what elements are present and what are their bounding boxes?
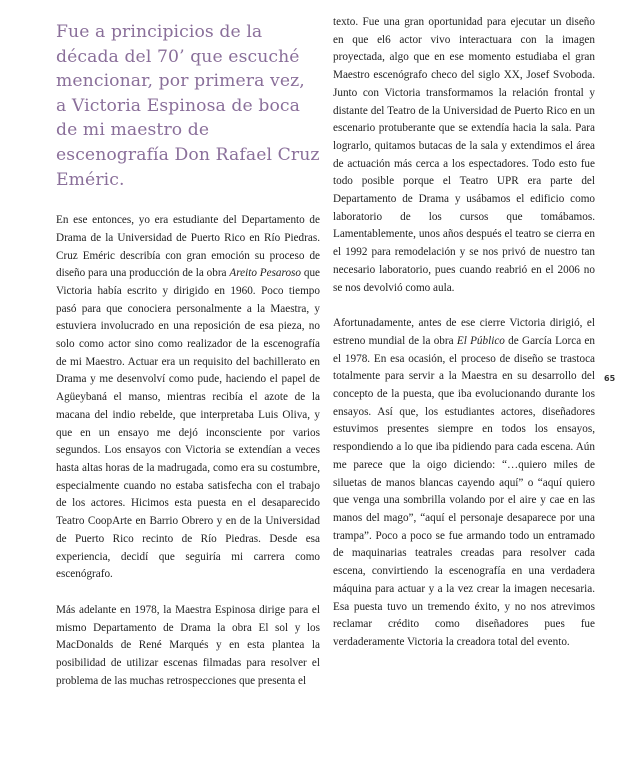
page-number: 65	[604, 374, 616, 383]
pull-quote: Fue a principicios de la década del 70’ que escuché mencionar, por primera vez, a Victoria Espinosa de boca de mi maestro de escenografía Don Rafael Cruz Eméric.	[56, 22, 320, 190]
play-title-el-publico: El Público	[456, 334, 505, 347]
left-column	[56, 0, 320, 690]
paragraph-text: Más adelante en 1978, la Maestra Espinosa dirige para el mismo Departamento de Drama la obra El sol y los MacDonalds de René Marqués y en esta plantea la posibilidad de utilizar escenas filmadas para resolver el problema de las muchas retrospecciones que presenta el	[56, 603, 320, 687]
right-column	[333, 14, 595, 652]
paragraph-text: En ese entonces, yo era estudiante del Departamento de Drama de la Universidad de Puerto Rico en Río Piedras. Cruz Eméric describía con gran emoción su proceso de diseño para una producción de la obra	[56, 214, 320, 280]
paragraph-ensayos	[56, 212, 320, 584]
paragraph-text: Afortunadamente, antes de ese cierre Victoria dirigió, el estreno mundial de la obra	[333, 317, 595, 347]
paragraph-macdonalds	[56, 602, 320, 691]
paragraph-text: que Victoria había escrito y dirigido en 1960. Poco tiempo pasó para que conociera personalmente a la Maestra, y estuviera involucrado en una reposición de esa pieza, no solo como actor sino como realizador de la escenografía de mi Maestro. Actuar era un requisito del bachillerato en Drama y me desenvolví como pude, haciendo el papel de Agüeybaná el manso, mientras recibía el azote de la macana del indio rebelde, que interpretaba Luis Oliva, y que en un ensayo me dejó inconsciente por varios segundos. Los ensayos con Victoria se extendían a veces hasta altas horas de la madrugada, como era su costumbre, especialmente cuando no estaba satisfecha con el trabajo de los actores. Hicimos esta puesta en el desaparecido Teatro CoopArte en Barrio Obrero y en de la Universidad de Puerto Rico recinto de Río Piedras. Desde esa experiencia, decidí que seguiría mi carrera como escenógrafo.	[56, 267, 320, 581]
paragraph-macdonalds-continued: texto. Fue una gran oportunidad para ejecutar un diseño en que el6 actor vivo interactuara con la imagen proyectada, algo que en ese momento estudiaba el gran Maestro escenógrafo checo del siglo XX, Josef Svoboda. Junto con Victoria transformamos la relación frontal y distante del Teatro de la Universidad de Puerto Rico en un escenario protuberante que se extendía hacia la sala. Para lograrlo, quitamos butacas de la sala y extendimos el área de actuación más cerca a los espectadores. Todo esto fue todo posible porque el Teatro UPR era parte del Departamento de Drama y usábamos el edificio como laboratorio de los cursos que tomábamos. Lamentablemente, unos años después el teatro se cierra en el 1992 para remodelación y se nos privó de nuestro tan necesario laboratorio, pues cuando reabrió en el 2006 no se nos devolvió como aula.	[333, 16, 595, 294]
paragraph-el-publico	[333, 315, 595, 651]
paragraph-text: de García Lorca en el 1978. En esa ocasión, el proceso de diseño se trastoca totalmente para servir a la Maestra en su desarrollo del concepto de la puesta, que iba evolucionando durante los ensayos. Así que, los estudiantes actores, diseñadores estuvimos presentes siempre en todos los ensayos, respondiendo a lo que iba pidiendo para cada escena. Aún me parece que la oigo diciendo: “…quiero miles de siluetas de manos blancas cayendo aquí” o “aquí quiero que venga una sombrilla volando por el aire y cae en las manos del mago”, “aquí el personaje desaparece por una trampa”. Poco a poco se fue armando todo un entramado de maquinarias teatrales creadas para resolver cada escena, convirtiendo la escenografía en una verdadera máquina para actuar y a la vez crear la imagen necesaria. Esa puesta tuvo un tremendo éxito, y no nos atrevimos reclamar crédito como diseñadores pues fue verdaderamente Victoria la creadora total del evento.	[333, 334, 595, 648]
play-title-areito: Areito Pesaroso	[229, 267, 301, 280]
